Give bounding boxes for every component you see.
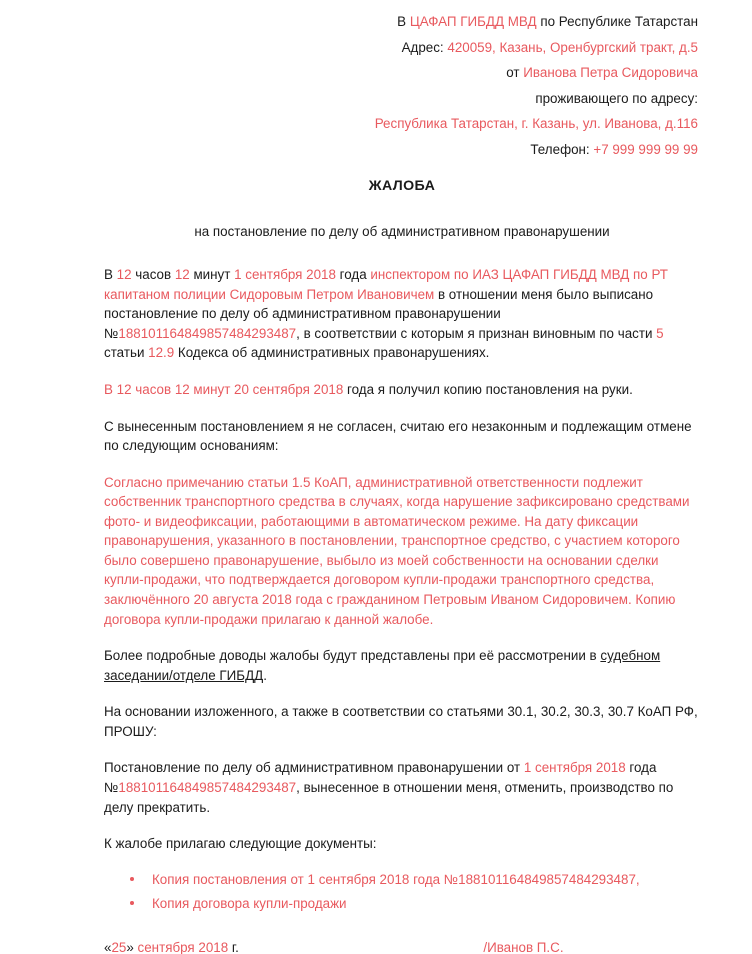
p2-t1: года я получил копию постановления на руки. [343, 381, 633, 397]
signature-date [104, 938, 239, 954]
sig-day: 25 [111, 939, 127, 954]
paragraph-disagreement: С вынесенным постановлением я не согласен, считаю его незаконным и подлежащим отмене по следующим основаниям: [104, 418, 692, 454]
p1-article: 12.9 [148, 345, 175, 361]
addressee-header [104, 14, 700, 158]
header-line1-prefix: В [397, 14, 410, 29]
p1-t7: статьи [104, 345, 149, 361]
attachments-list [104, 870, 700, 914]
signature-name: /Иванов П.С. [483, 939, 564, 954]
p1-t5: в отношении меня было выписано постановление по делу об административном правонарушении № [104, 286, 654, 341]
p1-t1: В [104, 267, 117, 283]
paragraph-violation-details [104, 265, 700, 363]
p7-t1: Постановление по делу об административном правонарушении от [104, 760, 524, 776]
header-line3-red: Иванова Петра Сидоровича [523, 65, 698, 81]
signature-row [104, 938, 700, 954]
header-line6-prefix: Телефон: [530, 141, 594, 157]
sig-month-year: сентября 2018 [133, 939, 229, 954]
paragraph-request-body [104, 758, 700, 817]
paragraph-further-arguments [104, 646, 700, 685]
sig-suffix: г. [228, 939, 239, 954]
header-line2-red: 420059, Казань, Оренбургский тракт, д.5 [447, 39, 698, 55]
p1-t8: Кодекса об административных правонарушениях. [174, 345, 490, 361]
p1-t3: минут [189, 267, 235, 283]
list-item: Копия постановления от 1 сентября 2018 года №188101164849857484293487, [128, 870, 700, 890]
paragraph-attachments-intro: К жалобе прилагаю следующие документы: [104, 836, 377, 852]
p2-datetime: В 12 часов 12 минут 20 сентября 2018 [104, 381, 344, 397]
p1-t6: , в соответствии с которым я признан виновным по части [296, 325, 657, 341]
header-line5-red: Республика Татарстан, г. Казань, ул. Иванова, д.116 [374, 116, 698, 132]
header-line-address [104, 40, 698, 56]
header-line3-prefix: от [506, 65, 524, 81]
signature-line: __________ [413, 939, 484, 954]
p1-hours: 12 [116, 267, 132, 283]
header-line-organization [104, 14, 698, 30]
document-body [104, 265, 700, 954]
p1-part: 5 [656, 325, 664, 341]
header-line4-prefix: проживающего по адресу: [535, 90, 698, 106]
p1-t2: часов [131, 267, 175, 283]
p1-t4: года [335, 267, 371, 283]
header-line1-suffix: по Республике Татарстан [536, 14, 698, 29]
p5-venue-underlined: судебном заседании/отделе ГИБДД [104, 648, 661, 683]
header-line1-red: ЦАФАП ГИБДД МВД [409, 14, 537, 29]
p7-date: 1 сентября 2018 [523, 760, 626, 776]
p7-resolution-number: 188101164849857484293487 [118, 779, 297, 795]
sig-quote-open: « [104, 939, 112, 954]
header-line-phone [104, 142, 698, 158]
document-title: ЖАЛОБА [368, 177, 436, 194]
p1-date: 1 сентября 2018 [234, 267, 336, 283]
header-line2-prefix: Адрес: [401, 39, 448, 55]
paragraph-receipt-date [104, 380, 700, 400]
header-line-residing [104, 91, 698, 107]
sig-quote-close: » [126, 939, 134, 954]
p1-inspector: инспектором по ИАЗ ЦАФАП ГИБДД МВД по РТ капитаном полиции Сидоровым Петром Ивановичем [104, 267, 668, 302]
p1-minutes: 12 [174, 267, 190, 283]
header-line6-red: +7 999 999 99 99 [593, 141, 698, 157]
p7-t2: года № [104, 760, 657, 795]
document-subtitle: на постановление по делу об административном правонарушении [194, 224, 610, 240]
p7-t3: , вынесенное в отношении меня, отменить, производство по делу прекратить. [104, 779, 674, 815]
p1-resolution-number: 188101164849857484293487 [118, 325, 297, 341]
paragraph-request-intro: На основании изложенного, а также в соответствии со статьями 30.1, 30.2, 30.3, 30.7 КоАП РФ, ПРОШУ: [104, 704, 698, 739]
paragraph-legal-grounds: Согласно примечанию статьи 1.5 КоАП, административной ответственности подлежит собственник транспортного средства в случаях, когда нарушение зафиксировано средствами фото- и видеофиксации, работающими в автоматическом режиме. На дату фиксации правонарушения, указанного в постановлении, транспортное средство, с участием которого было совершено правонарушение, выбыло из моей собственности на основании сделки купли-продажи, что подтверждается договором купли-продажи транспортного средства, заключённого 20 августа 2018 года с гражданином Петровым Иваном Сидоровичем. Копию договора купли-продажи прилагаю к данной жалобе. [104, 474, 690, 627]
list-item: Копия договора купли-продажи [128, 894, 700, 914]
p5-t1: Более подробные доводы жалобы будут представлены при её рассмотрении в [104, 648, 601, 664]
header-line-residence-address [104, 116, 698, 132]
header-line-from [104, 65, 698, 81]
p5-t2: . [263, 667, 267, 683]
